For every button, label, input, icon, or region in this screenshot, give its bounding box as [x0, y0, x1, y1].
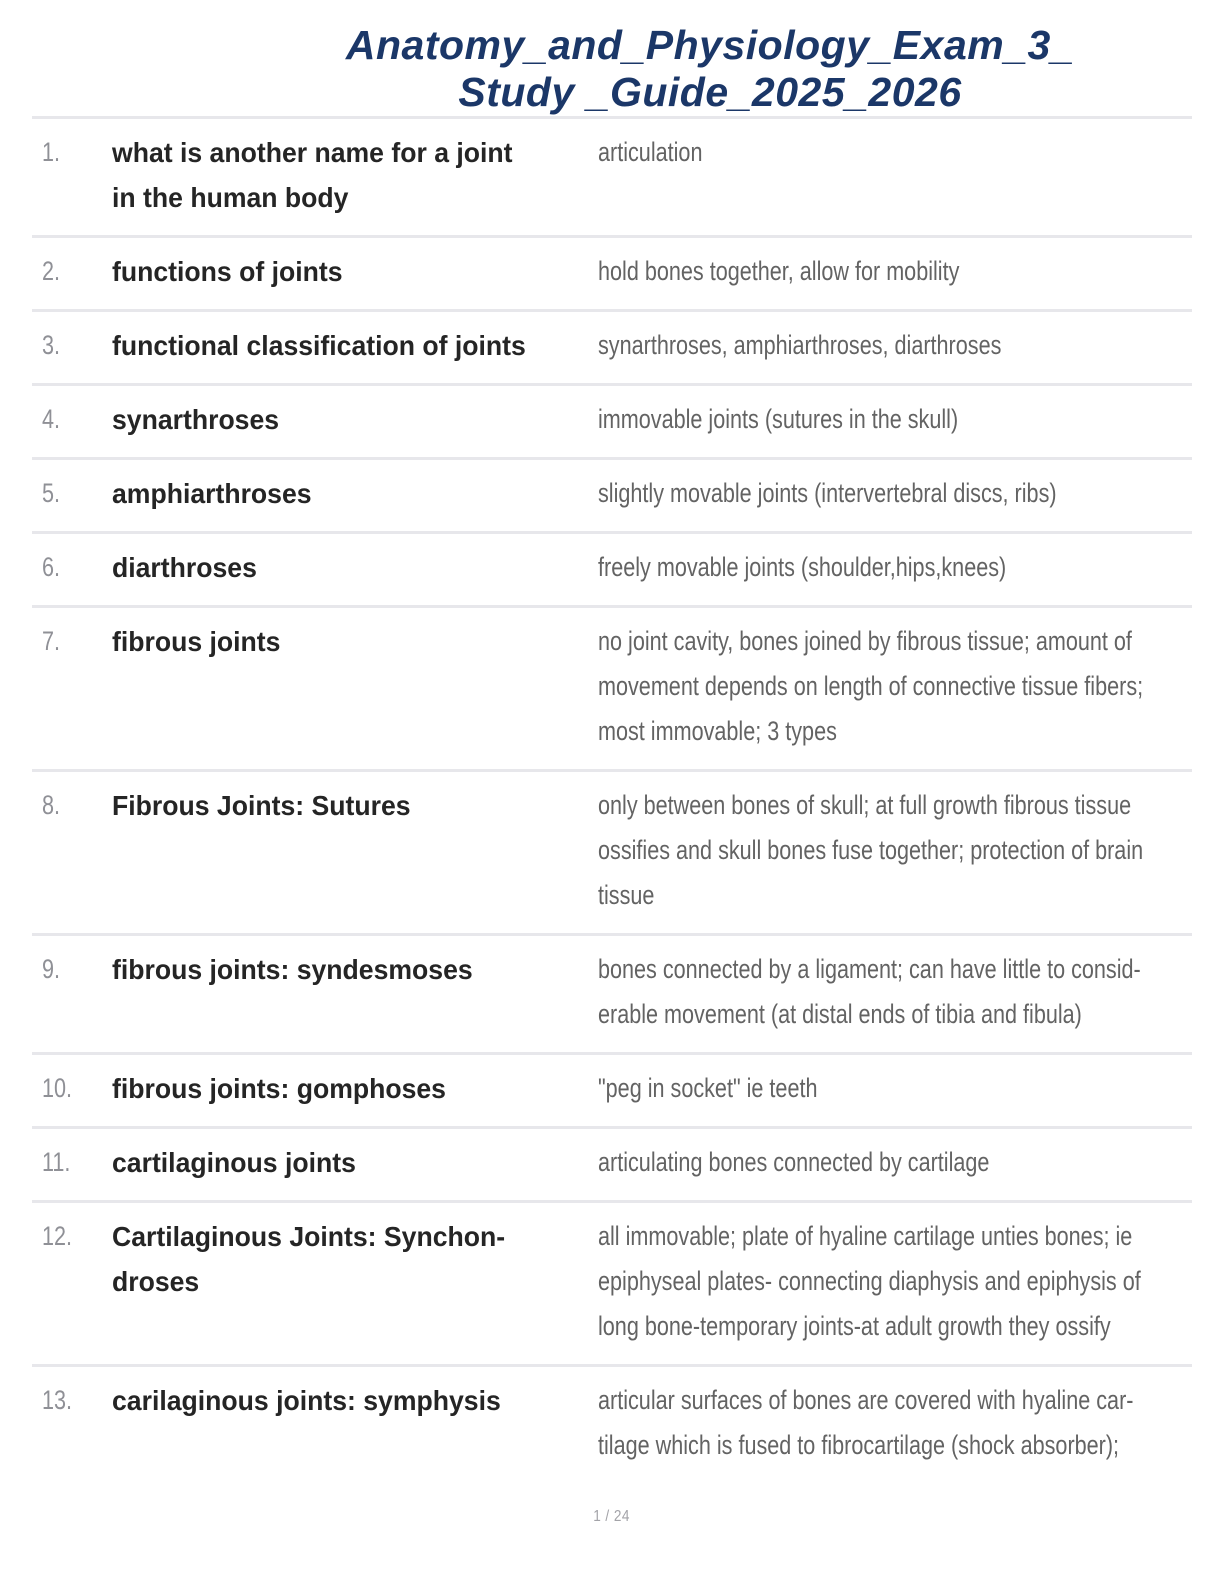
answer-line: only between bones of skull; at full growth fibrous tissue [598, 790, 1132, 820]
question-line: Cartilaginous Joints: Synchon- [112, 1221, 506, 1252]
qa-card-row [32, 936, 1192, 1055]
card-number-text: 2. [42, 256, 61, 286]
card-question [112, 1140, 598, 1185]
answer-line: ossifies and skull bones fuse together; protection of brain [598, 835, 1144, 865]
answer-line: "peg in socket" ie teeth [598, 1073, 818, 1103]
question-line: droses [112, 1266, 200, 1297]
card-answer [598, 1378, 1192, 1468]
card-number-text: 9. [42, 954, 61, 984]
answer-line: tissue [598, 880, 655, 910]
answer-line: hold bones together, allow for mobility [598, 256, 960, 286]
answer-line: all immovable; plate of hyaline cartilage unties bones; ie [598, 1221, 1133, 1251]
card-number [32, 130, 112, 175]
card-answer [598, 323, 1192, 368]
card-number-text: 13. [42, 1385, 73, 1415]
card-number [32, 249, 112, 294]
document-header [32, 0, 1192, 119]
question-line: fibrous joints: syndesmoses [112, 954, 473, 985]
card-number-text: 10. [42, 1073, 73, 1103]
qa-card-row [32, 238, 1192, 312]
card-answer [598, 783, 1192, 918]
card-answer [598, 1140, 1192, 1185]
card-number [32, 1140, 112, 1185]
card-number [32, 1214, 112, 1259]
question-line: what is another name for a joint [112, 137, 513, 168]
document-title-line-2: Study _Guide_2025_2026 [458, 69, 962, 115]
question-line: amphiarthroses [112, 478, 312, 509]
card-number [32, 783, 112, 828]
card-question [112, 1378, 598, 1423]
card-number-text: 7. [42, 626, 61, 656]
question-line: cartilaginous joints [112, 1147, 356, 1178]
card-answer [598, 1214, 1192, 1349]
card-number [32, 1066, 112, 1111]
qa-card-row [32, 460, 1192, 534]
answer-line: epiphyseal plates- connecting diaphysis and epiphysis of [598, 1266, 1141, 1296]
qa-card-row [32, 772, 1192, 936]
card-number [32, 947, 112, 992]
card-answer [598, 947, 1192, 1037]
card-question [112, 947, 598, 992]
card-number-text: 1. [42, 137, 61, 167]
answer-line: long bone-temporary joints-at adult growth they ossify [598, 1311, 1111, 1341]
question-line: synarthroses [112, 404, 280, 435]
answer-line: immovable joints (sutures in the skull) [598, 404, 959, 434]
card-answer [598, 397, 1192, 442]
page-content-area [32, 0, 1192, 1483]
card-question [112, 471, 598, 516]
card-number [32, 1378, 112, 1423]
card-answer [598, 249, 1192, 294]
card-question [112, 397, 598, 442]
answer-line: slightly movable joints (intervertebral discs, ribs) [598, 478, 1057, 508]
qa-card-row [32, 1129, 1192, 1203]
question-line: in the human body [112, 182, 349, 213]
card-number-text: 6. [42, 552, 61, 582]
card-number [32, 619, 112, 664]
answer-line: erable movement (at distal ends of tibia and fibula) [598, 999, 1082, 1029]
question-line: fibrous joints [112, 626, 281, 657]
question-line: functional classification of joints [112, 330, 526, 361]
card-answer [598, 545, 1192, 590]
page-footer [0, 1508, 1224, 1526]
document-title-line-1: Anatomy_and_Physiology_Exam_3_ [345, 22, 1075, 68]
card-question [112, 783, 598, 828]
card-number-text: 3. [42, 330, 61, 360]
page-number-indicator: 1 / 24 [593, 1508, 631, 1525]
card-question [112, 1214, 598, 1304]
answer-line: articular surfaces of bones are covered with hyaline car- [598, 1385, 1134, 1415]
qa-card-row [32, 119, 1192, 238]
card-number-text: 8. [42, 790, 61, 820]
qa-card-row [32, 534, 1192, 608]
answer-line: synarthroses, amphiarthroses, diarthroses [598, 330, 1002, 360]
card-number [32, 323, 112, 368]
answer-line: tilage which is fused to fibrocartilage (shock absorber); [598, 1430, 1120, 1460]
qa-card-row [32, 1367, 1192, 1483]
answer-line: articulation [598, 137, 703, 167]
question-line: carilaginous joints: symphysis [112, 1385, 501, 1416]
card-number [32, 471, 112, 516]
card-question [112, 1066, 598, 1111]
answer-line: articulating bones connected by cartilage [598, 1147, 990, 1177]
card-answer [598, 1066, 1192, 1111]
answer-line: bones connected by a ligament; can have little to consid- [598, 954, 1141, 984]
card-number-text: 4. [42, 404, 61, 434]
question-line: diarthroses [112, 552, 257, 583]
card-number [32, 397, 112, 442]
card-question [112, 619, 598, 664]
card-question [112, 130, 598, 220]
card-number-text: 11. [42, 1147, 71, 1177]
answer-line: freely movable joints (shoulder,hips,knees) [598, 552, 1007, 582]
card-number-text: 12. [42, 1221, 73, 1251]
qa-card-row [32, 386, 1192, 460]
card-number [32, 545, 112, 590]
answer-line: movement depends on length of connective tissue fibers; [598, 671, 1144, 701]
qa-card-row [32, 312, 1192, 386]
card-number-text: 5. [42, 478, 61, 508]
qa-card-list [32, 119, 1192, 1483]
card-answer [598, 471, 1192, 516]
qa-card-row [32, 608, 1192, 772]
card-question [112, 323, 598, 368]
question-line: fibrous joints: gomphoses [112, 1073, 446, 1104]
qa-card-row [32, 1203, 1192, 1367]
card-answer [598, 130, 1192, 175]
question-line: Fibrous Joints: Sutures [112, 790, 411, 821]
card-answer [598, 619, 1192, 754]
answer-line: no joint cavity, bones joined by fibrous tissue; amount of [598, 626, 1132, 656]
card-question [112, 545, 598, 590]
question-line: functions of joints [112, 256, 343, 287]
qa-card-row [32, 1055, 1192, 1129]
card-question [112, 249, 598, 294]
answer-line: most immovable; 3 types [598, 716, 837, 746]
